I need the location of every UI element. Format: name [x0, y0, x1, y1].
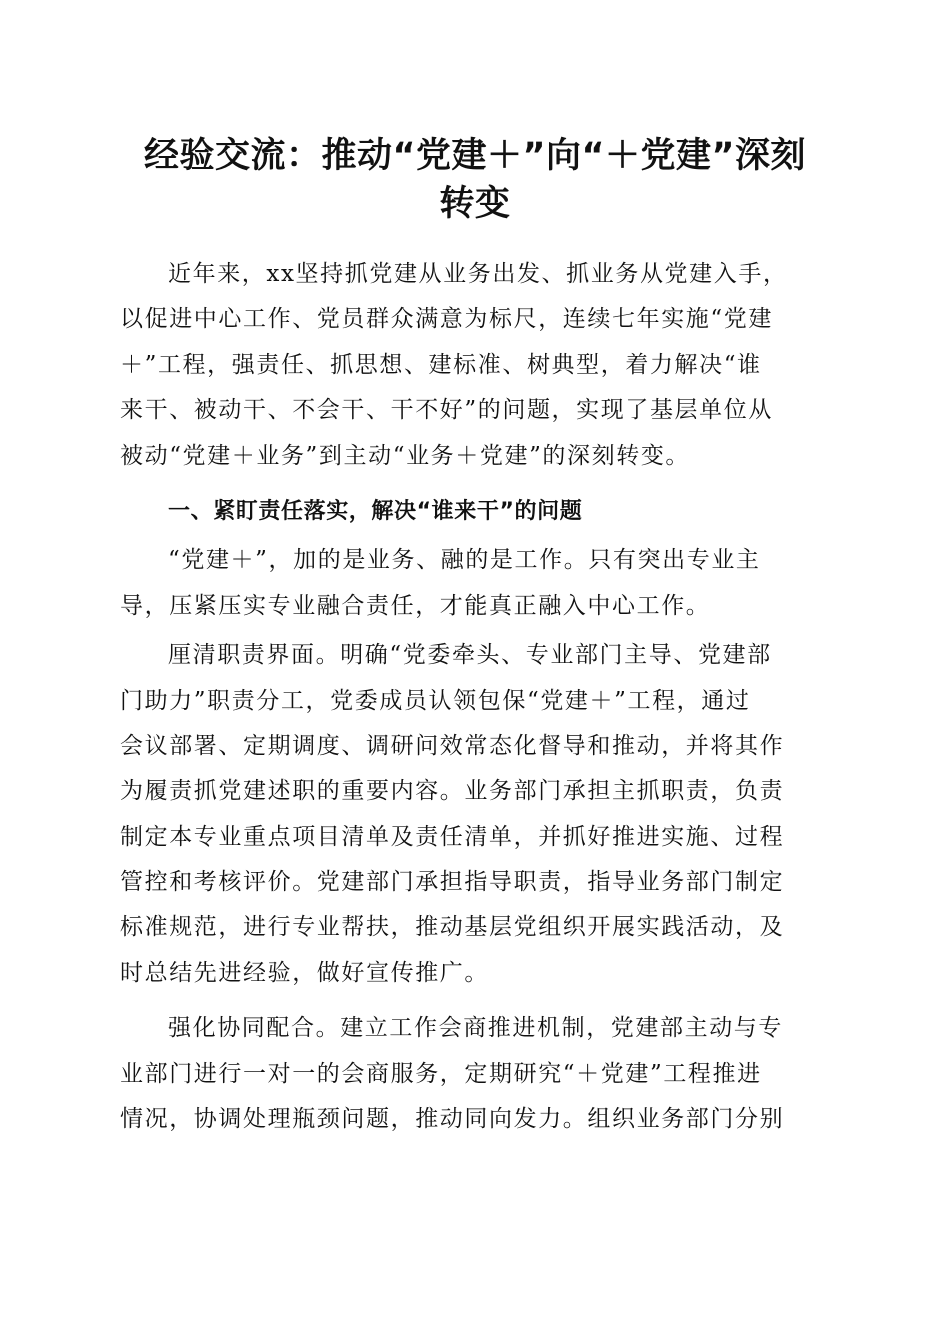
- intro-line: 以促进中心工作、党员群众满意为标尺，连续七年实施“党建: [120, 306, 773, 333]
- intro-line: 近年来，xx坚持抓党建从业务出发、抓业务从党建入手，: [168, 261, 788, 287]
- document-body: [120, 252, 824, 1142]
- clarify-line: 时总结先进经验，做好宣传推广。: [120, 959, 489, 986]
- clarify-line: 厘清职责界面。明确“党委牵头、专业部门主导、党建部: [168, 642, 772, 669]
- intro-paragraph: [120, 252, 824, 479]
- coordinate-paragraph: [120, 1006, 824, 1142]
- clarify-line: 管控和考核评价。党建部门承担指导职责，指导业务部门制定: [120, 869, 785, 896]
- coordinate-line: 业部门进行一对一的会商服务，定期研究“＋党建”工程推进: [120, 1060, 762, 1087]
- intro-line: 来干、被动干、不会干、干不好”的问题，实现了基层单位从: [120, 397, 773, 424]
- clarify-line: 制定本专业重点项目清单及责任清单，并抓好推进实施、过程: [120, 823, 785, 850]
- section-1-intro-paragraph: [120, 538, 824, 629]
- section-1-heading: 一、紧盯责任落实，解决“谁来干”的问题: [168, 498, 583, 524]
- document-title: [110, 132, 840, 228]
- coordinate-line: 强化协同配合。建立工作会商推进机制，党建部主动与专: [168, 1015, 783, 1042]
- title-line-1: 经验交流：推动“党建＋”向“＋党建”深刻: [143, 136, 806, 176]
- clarify-duties-paragraph: [120, 633, 824, 996]
- intro-line: ＋”工程，强责任、抓思想、建标准、树典型，着力解决“谁: [120, 351, 762, 378]
- coordinate-line: 情况，协调处理瓶颈问题，推动同向发力。组织业务部门分别: [120, 1106, 785, 1133]
- section-1-intro-line: 导，压紧压实专业融合责任，才能真正融入中心工作。: [120, 592, 711, 619]
- clarify-line: 会议部署、定期调度、调研问效常态化督导和推动，并将其作: [120, 732, 785, 759]
- clarify-line: 为履责抓党建述职的重要内容。业务部门承担主抓职责，负责: [120, 778, 785, 805]
- clarify-line: 标准规范，进行专业帮扶，推动基层党组织开展实践活动，及: [120, 914, 785, 941]
- section-1-intro-line: “党建＋”，加的是业务、融的是工作。只有突出专业主: [168, 547, 761, 574]
- clarify-line: 门助力”职责分工，党委成员认领包保“党建＋”工程，通过: [120, 687, 751, 714]
- intro-line: 被动“党建＋业务”到主动“业务＋党建”的深刻转变。: [120, 442, 691, 469]
- title-line-2: 转变: [439, 184, 511, 224]
